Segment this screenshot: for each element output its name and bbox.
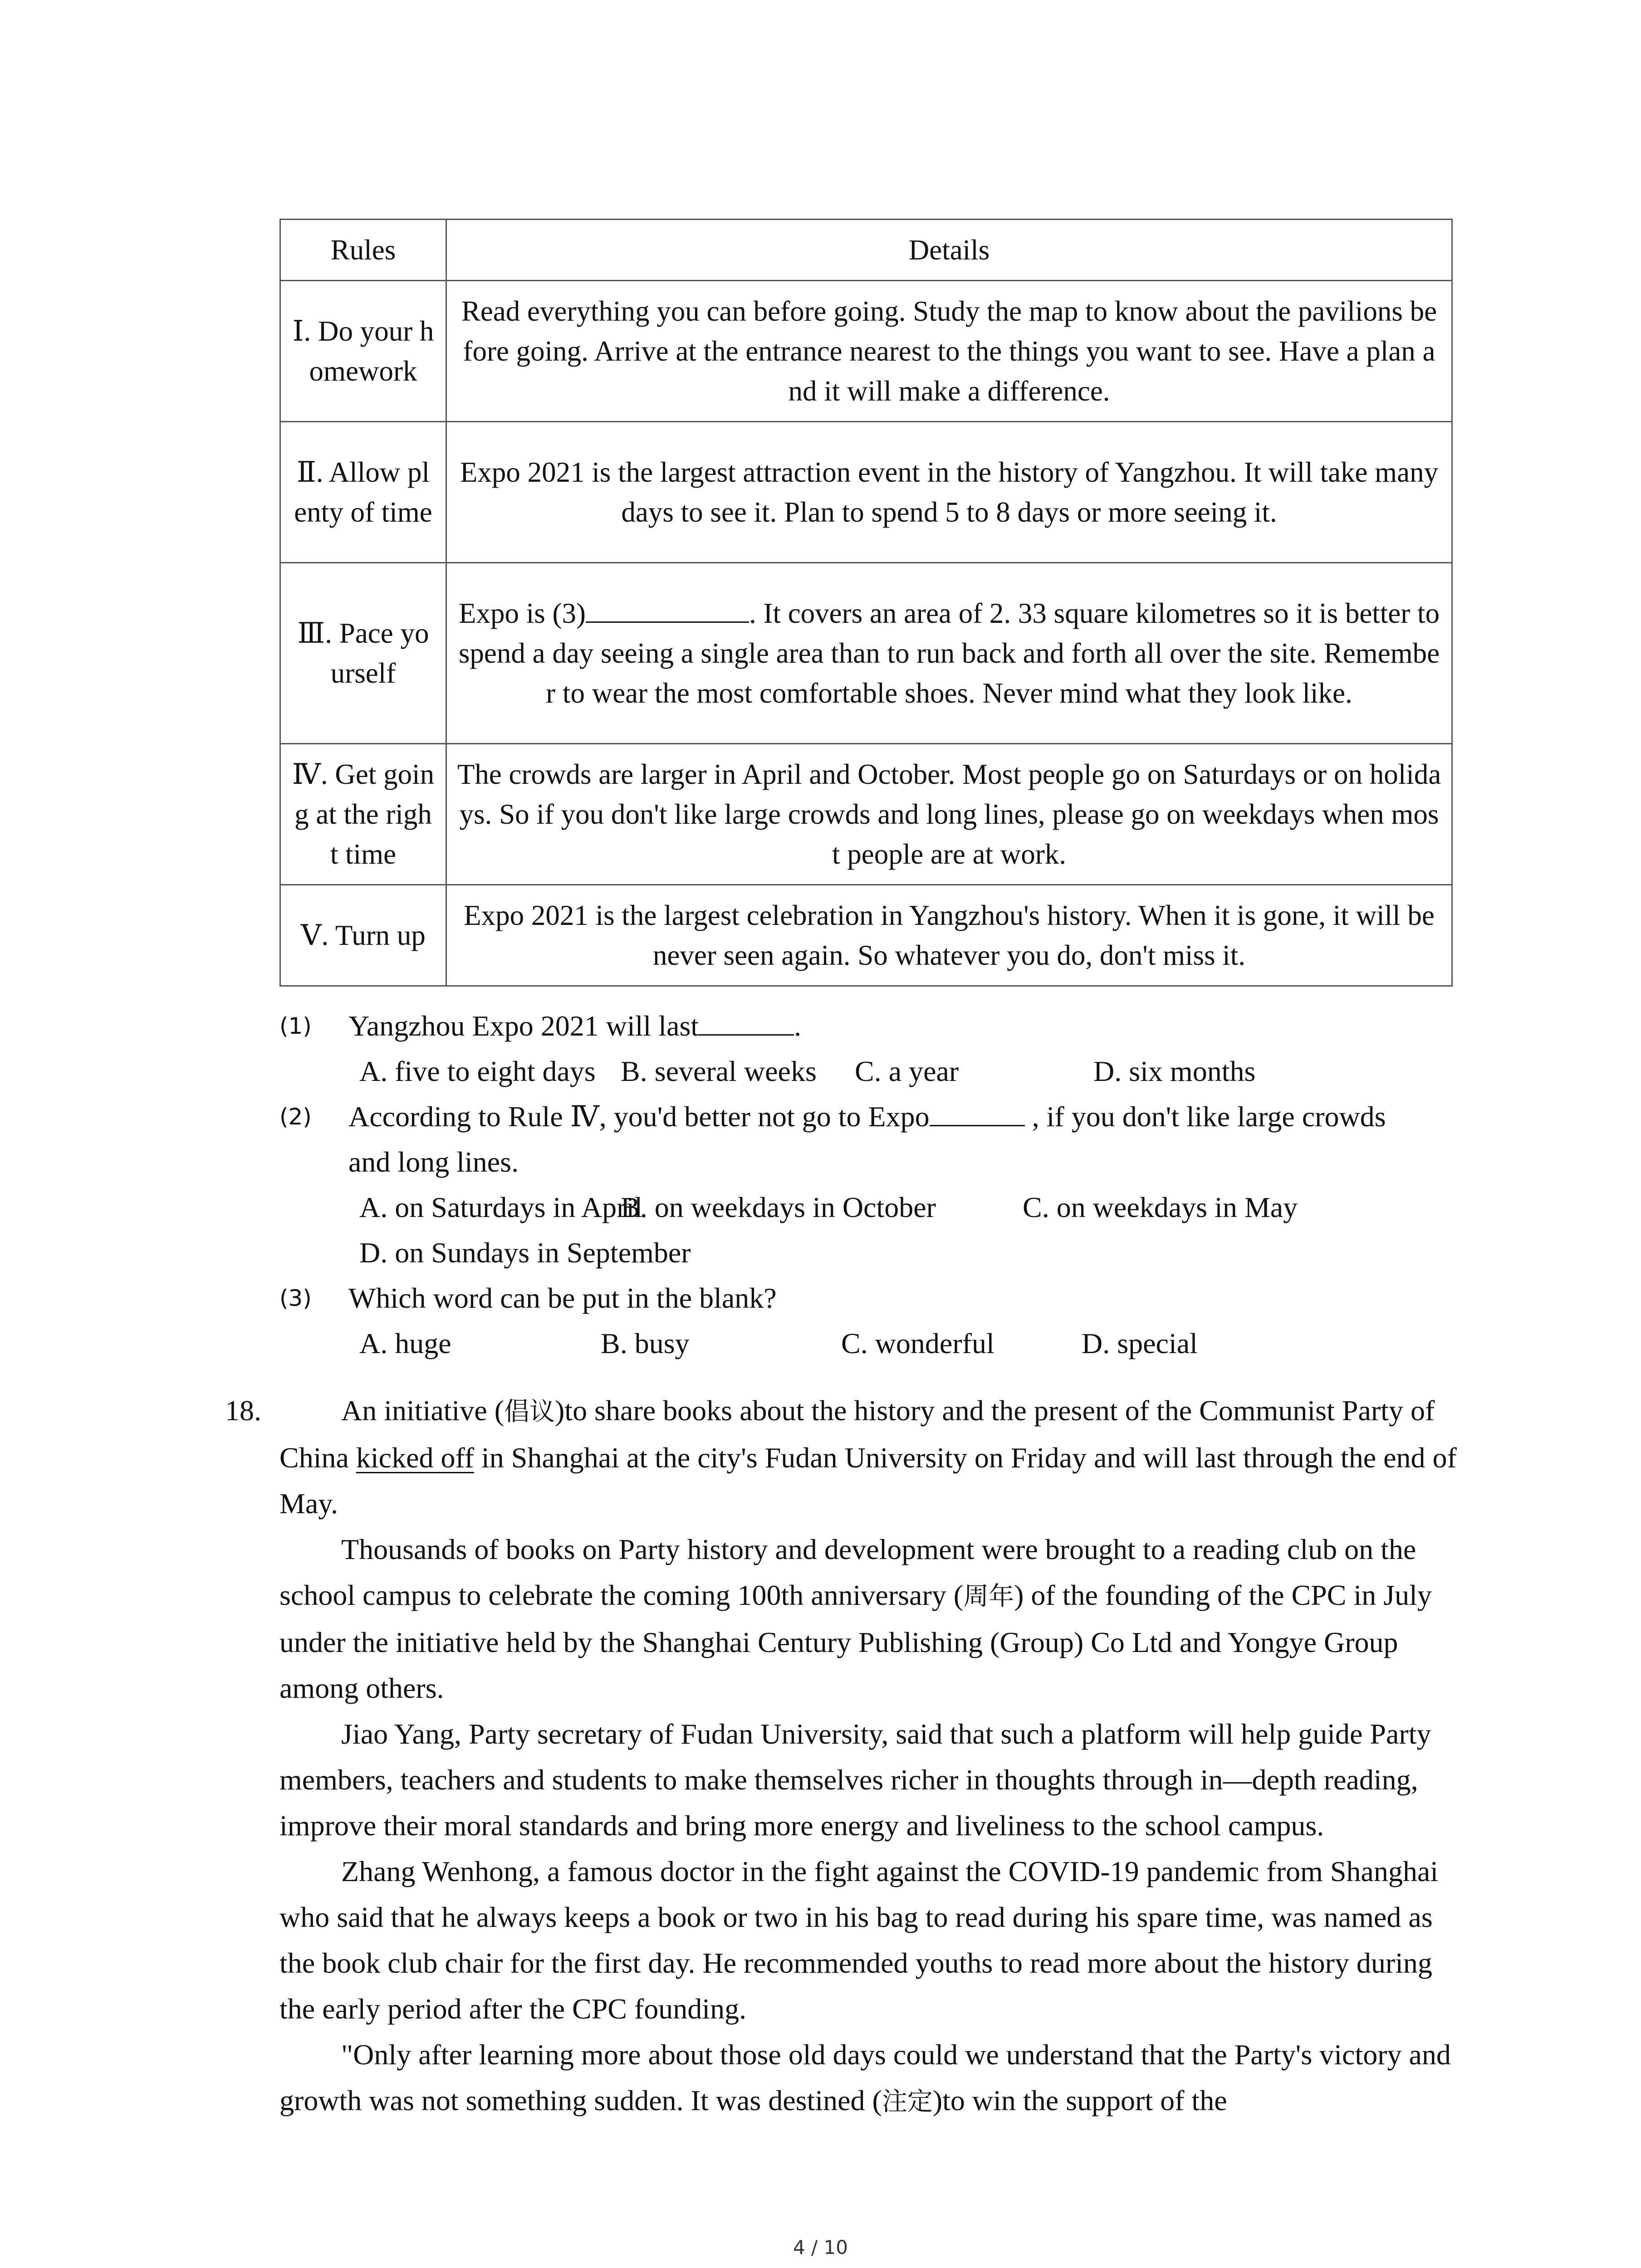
text: )to share books about the history and the present of the Communist Party of China: [279, 1394, 1435, 1474]
option-a[interactable]: A. on Saturdays in April: [359, 1191, 642, 1223]
question-3: [279, 1276, 1459, 1375]
option-b[interactable]: B. busy: [601, 1327, 690, 1359]
rule-cell: Ⅰ. Do your homework: [280, 281, 446, 422]
question-number: (1): [279, 1013, 312, 1039]
detail-cell: The crowds are larger in April and October. Most people go on Saturdays or on holidays. So if you don't like large crowds and long lines, please go on weekdays when most people are at work.: [446, 744, 1452, 885]
option-d[interactable]: D. on Sundays in September: [359, 1237, 691, 1269]
detail-cell: Expo 2021 is the largest celebration in Yangzhou's history. When it is gone, it will be never seen again. So whatever you do, don't miss it.: [446, 885, 1452, 986]
question-number-18: 18.: [225, 1394, 261, 1427]
option-c[interactable]: C. on weekdays in May: [1023, 1191, 1298, 1223]
paragraph-3: Jiao Yang, Party secretary of Fudan University, said that such a platform will help guide Party members, teachers and students to make themselves richer in thoughts through in—depth reading, improve their moral standards and bring more energy and liveliness to the school campus.: [279, 1718, 1431, 1842]
option-b[interactable]: B. several weeks: [621, 1055, 817, 1087]
detail-cell: Read everything you can before going. Study the map to know about the pavilions before going. Arrive at the entrance nearest to the things you want to see. Have a plan and it will make a difference.: [446, 281, 1452, 422]
rule-cell: Ⅱ. Allow plenty of time: [280, 422, 446, 563]
text: An initiative (: [341, 1394, 505, 1427]
paragraph-2: [279, 1526, 1459, 1711]
question-stem: Which word can be put in the blank?: [348, 1282, 777, 1314]
paragraph-5: [279, 2032, 1459, 2125]
stem-text-end: .: [794, 1010, 802, 1042]
option-d[interactable]: D. six months: [1093, 1055, 1256, 1087]
header-rules: Rules: [280, 220, 446, 281]
option-b[interactable]: B. on weekdays in October: [621, 1191, 936, 1223]
option-c[interactable]: C. wonderful: [841, 1327, 994, 1359]
stem-text-end: , if you don't like large crowds: [1024, 1100, 1386, 1133]
chinese-gloss: 倡议: [504, 1397, 555, 1427]
question-1: [279, 1003, 1459, 1103]
chinese-gloss: 注定: [882, 2087, 933, 2116]
text: "Only after learning more about those old days could we understand that the Party's victory and growth was not something sudden. It was destined (: [279, 2038, 1451, 2116]
answer-blank: [699, 1006, 794, 1036]
text: ) of the founding of the CPC in July under the initiative held by the Shanghai Century Publishing (Group) Co Ltd and Yongye Group among others.: [279, 1579, 1432, 1704]
option-d[interactable]: D. special: [1082, 1327, 1198, 1359]
paragraph-1: [279, 1388, 1459, 1526]
stem-text: According to Rule Ⅳ, you'd better not go to Expo: [348, 1100, 930, 1133]
text: in Shanghai at the city's Fudan University on Friday and will last through the end of May.: [279, 1442, 1457, 1520]
underlined-phrase: kicked off: [356, 1442, 474, 1474]
answer-blank-3: [586, 594, 749, 623]
chinese-gloss: 周年: [963, 1582, 1014, 1611]
detail-text-pre: Expo is (3): [459, 597, 586, 629]
rule-cell: Ⅲ. Pace yourself: [280, 563, 446, 744]
page-number: 4 / 10: [793, 2236, 848, 2258]
table-row: [280, 563, 1452, 744]
stem-text: Yangzhou Expo 2021 will last: [348, 1010, 699, 1042]
question-2: [279, 1094, 1459, 1285]
question-stem-line2: and long lines.: [348, 1146, 519, 1178]
question-number: (3): [279, 1285, 312, 1311]
option-a[interactable]: A. five to eight days: [359, 1055, 596, 1087]
question-stem: [348, 1003, 801, 1049]
table-header-row: [280, 220, 1452, 281]
rule-cell: Ⅴ. Turn up: [280, 885, 446, 986]
question-number: (2): [279, 1104, 312, 1130]
header-details: Details: [446, 220, 1452, 281]
table-row: [280, 885, 1452, 986]
table-row: [280, 744, 1452, 885]
detail-cell: [446, 563, 1452, 744]
option-a[interactable]: A. huge: [359, 1327, 451, 1359]
question-stem: [348, 1094, 1386, 1139]
reading-passage: [279, 1388, 1459, 2125]
detail-cell: Expo 2021 is the largest attraction event in the history of Yangzhou. It will take many days to see it. Plan to spend 5 to 8 days or more seeing it.: [446, 422, 1452, 563]
rule-cell: Ⅳ. Get going at the right time: [280, 744, 446, 885]
table-row: [280, 422, 1452, 563]
answer-blank: [930, 1097, 1025, 1126]
expo-rules-table: [279, 219, 1453, 987]
detail-text-post: . It covers an area of 2. 33 square kilometres so it is better to spend a day seeing a single area than to run back and forth all over the site. Remember to wear the most comfortable shoes. Never mind what they look like.: [458, 597, 1440, 709]
paragraph-4: Zhang Wenhong, a famous doctor in the fight against the COVID-19 pandemic from Shanghai who said that he always keeps a book or two in his bag to read during his spare time, was named as the book club chair for the first day. He recommended youths to read more about the history during the early period after the CPC founding.: [279, 1855, 1438, 2025]
option-c[interactable]: C. a year: [855, 1055, 959, 1087]
text: Thousands of books on Party history and development were brought to a reading club on the school campus to celebrate the coming 100th anniversary (: [279, 1533, 1416, 1611]
table-row: [280, 281, 1452, 422]
text: )to win the support of the: [932, 2084, 1227, 2116]
